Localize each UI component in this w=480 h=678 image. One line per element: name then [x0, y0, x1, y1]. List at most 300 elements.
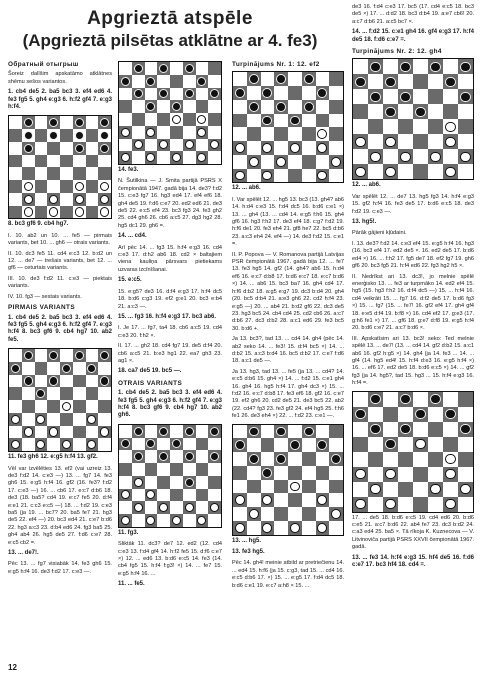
board-square	[9, 116, 22, 129]
board-square	[316, 169, 330, 183]
white-checker-piece	[445, 137, 456, 148]
black-checker-piece	[400, 92, 411, 103]
black-checker-piece	[121, 439, 130, 448]
board-square	[86, 142, 99, 155]
board-square	[183, 75, 196, 88]
black-checker-piece	[276, 102, 286, 112]
white-checker-piece	[100, 182, 109, 191]
board-square	[145, 139, 158, 152]
board-square	[183, 88, 196, 101]
board-square	[157, 126, 170, 139]
board-square	[196, 151, 209, 164]
white-checker-piece	[290, 523, 300, 533]
board-square	[145, 100, 158, 113]
board-square	[208, 450, 221, 463]
board-square	[22, 400, 35, 413]
board-square	[261, 86, 275, 100]
board-square	[86, 206, 99, 219]
board-square	[288, 493, 302, 507]
white-checker-piece	[24, 182, 33, 191]
black-checker-piece	[460, 424, 471, 435]
board-square	[302, 86, 316, 100]
board-square	[247, 100, 261, 114]
board-square	[261, 155, 275, 169]
board-square	[132, 489, 145, 502]
board-square	[233, 72, 247, 86]
white-checker-piece	[262, 523, 272, 533]
white-checker-piece	[121, 153, 130, 162]
board-square	[60, 167, 73, 180]
board-square	[196, 501, 209, 514]
board-square	[9, 155, 22, 168]
white-checker-piece	[235, 171, 245, 181]
board-square	[9, 180, 22, 193]
black-checker-piece	[430, 394, 441, 405]
black-checker-piece	[385, 107, 396, 118]
board-square	[86, 349, 99, 362]
board-square	[316, 438, 330, 452]
board-square	[9, 129, 22, 142]
board-square	[458, 407, 473, 422]
board-square	[132, 425, 145, 438]
board-square	[413, 497, 428, 512]
board-square	[60, 206, 73, 219]
board-square	[73, 155, 86, 168]
board-square	[428, 134, 443, 149]
white-checker-piece	[317, 495, 327, 505]
white-checker-piece	[100, 195, 109, 204]
board-square	[383, 452, 398, 467]
black-checker-piece	[400, 394, 411, 405]
board-square	[47, 129, 60, 142]
board-square	[274, 425, 288, 439]
white-checker-piece	[49, 195, 58, 204]
checkers-diagram	[8, 115, 112, 219]
board-square	[353, 467, 368, 482]
black-checker-piece	[100, 131, 109, 140]
white-checker-piece	[262, 495, 272, 505]
black-checker-piece	[235, 88, 245, 98]
analysis-text: II. Nedrīkst ari 13. dc3!, jo melnie spēlē enerģisko 13. ... fe3 ar turpmāko 14. ed2 ef4 15. hg5 (15. hg3 f:h2 16. d:f4 dc5 —) 15. ... h:f4 16. cd4 veikrāti 15. ... fg7 16. d:f2 de5 17. b:d6 fg3 ×) 15. ... fg7 (15. ... fe7! 16. gf2 ef4 17. gh4 gf4 18. e:e5 d:f4 19. b:f8 ×) 16. cd4 ef2 17. g:e3 (17. g:h6 fe1 ×) 17. ... gf6 18. g:e7 d:f8 19. e:g5 h:f4 20. b:d6 c:e7 21. a:c7 b:d6 ×.	[352, 273, 474, 332]
board-square	[208, 126, 221, 139]
board-square	[98, 349, 111, 362]
board-square	[170, 501, 183, 514]
column-4	[352, 4, 474, 573]
white-checker-piece	[276, 157, 286, 167]
board-square	[73, 375, 86, 388]
black-checker-piece	[159, 452, 168, 461]
board-square	[353, 104, 368, 119]
black-checker-piece	[276, 427, 286, 437]
board-square	[47, 180, 60, 193]
opening-moves: 1. cb4 de5 2. ba5 bc3 3. ef4 ed6 4. fe3 fg5 5. gh4 e:g3 6. h:f2 gf4 7. e:g3 h:f4.	[8, 89, 112, 111]
board-square	[157, 139, 170, 152]
analysis-text: Pēc 13. ... fg7 visiabāk 14. fe3 gh6 15. e:g5 h:f4 16. de3 f:d2 17. c:e3 —.	[8, 561, 112, 575]
analysis-text: II. 17. ... gh2 18. cd4 fg7 19. de5 d:f4 20. cb6 a:c5 21. b:e3 hg1 22. ea7 gh3 23. ag1 ×.	[118, 343, 222, 364]
board-square	[368, 407, 383, 422]
white-checker-piece	[385, 499, 396, 510]
board-square	[443, 452, 458, 467]
black-checker-piece	[185, 427, 194, 436]
board-square	[196, 476, 209, 489]
black-checker-piece	[210, 89, 219, 98]
white-checker-piece	[262, 143, 272, 153]
white-checker-piece	[235, 143, 245, 153]
board-square	[208, 501, 221, 514]
board-square	[183, 100, 196, 113]
board-square	[208, 438, 221, 451]
board-square	[145, 501, 158, 514]
board-square	[60, 129, 73, 142]
board-square	[288, 438, 302, 452]
black-checker-piece	[370, 92, 381, 103]
board-square	[47, 155, 60, 168]
white-checker-piece	[24, 427, 33, 436]
board-square	[428, 74, 443, 89]
white-checker-piece	[24, 207, 33, 216]
black-checker-piece	[385, 77, 396, 88]
analysis-move: 13. fe3 hg5.	[232, 549, 265, 555]
board-square	[9, 387, 22, 400]
black-checker-piece	[121, 77, 130, 86]
board-square	[398, 467, 413, 482]
board-square	[47, 413, 60, 426]
board-square	[35, 387, 48, 400]
board-square	[9, 400, 22, 413]
board-square	[9, 142, 22, 155]
board-square	[413, 149, 428, 164]
board-square	[329, 507, 343, 521]
board-square	[35, 375, 48, 388]
board-square	[353, 134, 368, 149]
board-square	[86, 426, 99, 439]
board-square	[329, 452, 343, 466]
board-square	[73, 167, 86, 180]
white-checker-piece	[36, 415, 45, 424]
board-square	[428, 59, 443, 74]
board-square	[132, 126, 145, 139]
analysis-text: 15. e:g5? de3 16. d:f4 e:g3 17. h:f4 dc5 18. b:d6 c:g3 19. ef2 g:e1 20. bc3 e:b4 21. a:c3 —.	[118, 288, 222, 310]
black-checker-piece	[262, 468, 272, 478]
board-square	[73, 438, 86, 451]
board-square	[274, 141, 288, 155]
white-checker-piece	[460, 484, 471, 495]
board-square	[22, 167, 35, 180]
board-square	[316, 155, 330, 169]
white-checker-piece	[146, 516, 155, 525]
board-square	[413, 74, 428, 89]
board-square	[22, 362, 35, 375]
board-square	[443, 422, 458, 437]
board-square	[458, 392, 473, 407]
board-square	[428, 89, 443, 104]
board-square	[73, 387, 86, 400]
black-checker-piece	[370, 62, 381, 73]
white-checker-piece	[121, 490, 130, 499]
black-checker-piece	[317, 440, 327, 450]
board-square	[157, 62, 170, 75]
board-square	[9, 375, 22, 388]
black-checker-piece	[197, 77, 206, 86]
board-square	[428, 149, 443, 164]
board-square	[288, 480, 302, 494]
board-square	[368, 59, 383, 74]
board-square	[145, 489, 158, 502]
board-square	[398, 119, 413, 134]
black-checker-piece	[75, 118, 84, 127]
white-checker-piece	[185, 503, 194, 512]
board-square	[98, 129, 111, 142]
board-square	[60, 193, 73, 206]
board-square	[170, 100, 183, 113]
board-square	[73, 362, 86, 375]
board-square	[183, 139, 196, 152]
board-square	[47, 387, 60, 400]
white-checker-piece	[249, 157, 259, 167]
board-square	[443, 497, 458, 512]
board-square	[132, 139, 145, 152]
white-checker-piece	[331, 509, 341, 519]
black-checker-piece	[290, 116, 300, 126]
board-square	[9, 362, 22, 375]
board-square	[288, 86, 302, 100]
board-square	[247, 141, 261, 155]
board-square	[9, 193, 22, 206]
board-square	[86, 180, 99, 193]
analysis-text: Ja 13. bc3?, tad 13. ... cd4 14. gh4 (pēc 14. ab2 seko 14. ... fe3! 15. d:f4 bc5 ×) 14. ... d:b2 15. a:c3 b:d4 16. bc5 d:b2 17. c:e7 f:d6 18. a:c1 de5 —.	[232, 336, 344, 365]
board-square	[458, 452, 473, 467]
board-square	[157, 151, 170, 164]
board-square	[302, 452, 316, 466]
black-checker-piece	[262, 88, 272, 98]
board-square	[132, 438, 145, 451]
board-square	[47, 349, 60, 362]
board-square	[316, 86, 330, 100]
board-square	[196, 450, 209, 463]
board-square	[274, 507, 288, 521]
board-square	[157, 514, 170, 527]
board-square	[119, 450, 132, 463]
analysis-text: Pēc 14. gh4! meinie atbild ar pretriečienu 14. ... ed4 15. h:f6 (ja 15. c:g3, tad 15. ... cd4 16. e:c5 d:b6 17. ×) 15. ... e:g5 17. f:d4 dc5 18. b:d6 c:e1 19. e:c7 a:h8 × 15. ...	[232, 560, 344, 589]
board-square	[458, 149, 473, 164]
black-checker-piece	[134, 452, 143, 461]
board-square	[98, 142, 111, 155]
board-square	[233, 86, 247, 100]
board-square	[302, 480, 316, 494]
board-square	[9, 167, 22, 180]
board-square	[383, 437, 398, 452]
board-square	[22, 349, 35, 362]
board-square	[274, 438, 288, 452]
black-checker-piece	[370, 424, 381, 435]
white-checker-piece	[355, 137, 366, 148]
board-square	[145, 75, 158, 88]
analysis-move: 14. ... cd4.	[118, 233, 147, 240]
board-square	[170, 75, 183, 88]
board-square	[233, 155, 247, 169]
board-square	[132, 450, 145, 463]
black-checker-piece	[400, 62, 411, 73]
board-square	[73, 400, 86, 413]
board-square	[383, 164, 398, 179]
board-square	[353, 497, 368, 512]
black-checker-piece	[331, 454, 341, 464]
analysis-text: I. Je 17. ... fg7, ta4 18. cb6 a:c5 19. cd4 c:e3 20. f:h2 ×.	[118, 325, 222, 339]
white-checker-piece	[146, 128, 155, 137]
board-square	[208, 514, 221, 527]
board-square	[316, 466, 330, 480]
white-checker-piece	[87, 415, 96, 424]
board-square	[35, 129, 48, 142]
white-checker-piece	[385, 469, 396, 480]
analysis-move: 18. ca7 de5 19. bc5 —.	[118, 368, 182, 375]
board-square	[288, 169, 302, 183]
board-square	[157, 100, 170, 113]
board-square	[353, 89, 368, 104]
board-square	[98, 413, 111, 426]
board-square	[35, 426, 48, 439]
board-square	[60, 180, 73, 193]
board-square	[98, 387, 111, 400]
board-square	[398, 422, 413, 437]
white-checker-piece	[445, 454, 456, 465]
board-square	[233, 425, 247, 439]
board-square	[443, 467, 458, 482]
board-square	[22, 438, 35, 451]
black-checker-piece	[370, 394, 381, 405]
board-square	[458, 467, 473, 482]
board-square	[368, 452, 383, 467]
white-checker-piece	[121, 516, 130, 525]
board-square	[398, 452, 413, 467]
board-square	[288, 452, 302, 466]
board-square	[22, 206, 35, 219]
board-square	[170, 463, 183, 476]
white-checker-piece	[146, 153, 155, 162]
board-square	[47, 438, 60, 451]
board-square	[22, 116, 35, 129]
analysis-text: Vēl var izvēlēties 13. ef2 (vai uzreiz 13. de3 f:d2 14. c:e3 —) 13. ... fg7 14. fe3 gh6 15. e:g5 h:f4 16. gf2 (16. fe3? f:d2 17. c:e3 —) 16. ... cb6 17. e:c7 d:b6 18. de3 (18. ba5? cd4 19. e:c7 fe5 20. d:f4 e:e1 21. c:c3 e:c5 —) 18. ... f:d2 19. c:e3 ba5 (ja 19. ... bc7? 20. ba5 fe7 21. hg3 de5 22. ef4 —) 20. bc3 ed4 21. c:e7 b:d6 22. hg3 a:c3 23. d:b4 ed6 24. fg3 ba5 25. gh4 ab4 26. hg5 de5 27. f:d6 c:e7 28. e:c5 cb2 =.	[8, 465, 112, 546]
board-square	[443, 392, 458, 407]
board-square	[35, 206, 48, 219]
board-square	[233, 452, 247, 466]
white-checker-piece	[290, 482, 300, 492]
white-checker-piece	[49, 207, 58, 216]
board-square	[274, 86, 288, 100]
black-checker-piece	[304, 102, 314, 112]
white-checker-piece	[400, 152, 411, 163]
board-square	[145, 113, 158, 126]
board-square	[329, 521, 343, 535]
black-checker-piece	[24, 131, 33, 140]
black-checker-piece	[415, 107, 426, 118]
board-square	[9, 438, 22, 451]
page-title: Apgrieztā atspēle	[87, 8, 253, 29]
board-square	[86, 167, 99, 180]
board-square	[398, 482, 413, 497]
board-square	[196, 88, 209, 101]
board-square	[145, 88, 158, 101]
board-square	[22, 387, 35, 400]
board-square	[274, 521, 288, 535]
board-square	[132, 151, 145, 164]
board-square	[47, 142, 60, 155]
board-square	[60, 438, 73, 451]
board-square	[132, 88, 145, 101]
board-square	[428, 119, 443, 134]
diagram-caption: 12. ... ab6.	[232, 185, 261, 192]
board-square	[98, 116, 111, 129]
board-square	[443, 134, 458, 149]
board-square	[247, 127, 261, 141]
board-square	[119, 514, 132, 527]
board-square	[383, 119, 398, 134]
board-square	[398, 392, 413, 407]
black-checker-piece	[276, 74, 286, 84]
board-square	[86, 438, 99, 451]
board-square	[413, 89, 428, 104]
board-square	[288, 100, 302, 114]
white-checker-piece	[24, 195, 33, 204]
white-checker-piece	[445, 122, 456, 133]
board-square	[86, 129, 99, 142]
board-square	[208, 463, 221, 476]
board-square	[261, 521, 275, 535]
board-square	[443, 119, 458, 134]
board-square	[428, 497, 443, 512]
section-heading: Turpinājums Nr. 1: 12. ef2	[232, 61, 320, 68]
white-checker-piece	[159, 503, 168, 512]
board-square	[119, 100, 132, 113]
board-square	[35, 116, 48, 129]
analysis-text: Sliktāk 11. dc3? de7 12. ed2 (12. cd4 c:e3 13. f:d4 gf4 14. h:f2 fe5 15. d:f6 c:e7 ×) 12. ... ed6 13. b:d6 e:c5 14. fe3 (14. cb4 fg5 15. h:f4 f:g3! ×) 14. ... fe7 15. e:g5 h:f4 16. ...	[118, 541, 222, 577]
board-square	[302, 72, 316, 86]
board-square	[60, 413, 73, 426]
board-square	[47, 375, 60, 388]
board-square	[413, 164, 428, 179]
white-checker-piece	[36, 440, 45, 449]
board-square	[119, 88, 132, 101]
board-square	[98, 362, 111, 375]
white-checker-piece	[134, 503, 143, 512]
black-checker-piece	[134, 64, 143, 73]
white-checker-piece	[134, 140, 143, 149]
board-square	[60, 349, 73, 362]
board-square	[233, 466, 247, 480]
black-checker-piece	[460, 92, 471, 103]
board-square	[98, 193, 111, 206]
board-square	[196, 113, 209, 126]
board-square	[247, 438, 261, 452]
board-square	[428, 422, 443, 437]
board-square	[196, 75, 209, 88]
board-square	[413, 482, 428, 497]
board-square	[132, 113, 145, 126]
black-checker-piece	[415, 409, 426, 420]
board-square	[458, 89, 473, 104]
board-square	[316, 480, 330, 494]
diagram-caption: 11. fe3 gh6 12. e:g5 h:f4 13. gf2.	[8, 454, 98, 461]
white-checker-piece	[172, 115, 181, 124]
checkers-diagram	[232, 71, 344, 183]
board-square	[183, 113, 196, 126]
board-square	[60, 155, 73, 168]
diagram-caption: 12. ... ab6.	[352, 182, 381, 189]
board-square	[132, 501, 145, 514]
board-square	[47, 426, 60, 439]
analysis-move: 13. ... fe3 14. h:f4 e:g3 15. hf4 de5 16. f:d6 c:e7 17. bc3 hf4 18. cd4 =.	[352, 554, 474, 569]
page-number: 12	[8, 663, 17, 672]
